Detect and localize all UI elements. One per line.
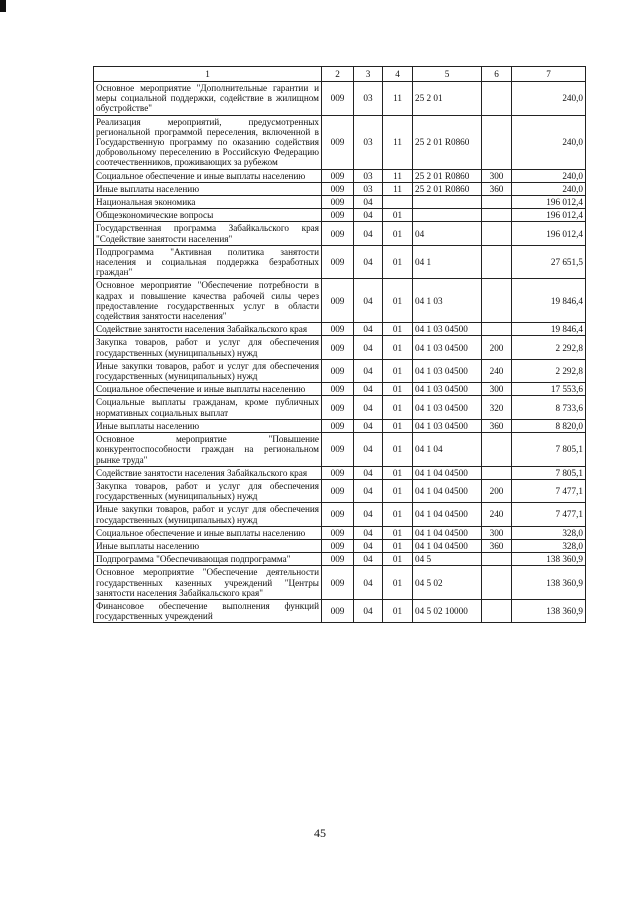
row-name-cell: Социальное обеспечение и иные выплаты населению [94,383,322,396]
table-body [94,82,586,623]
row-name-cell: Основное мероприятие "Обеспечение деятельности государственных казенных учреждений "Центры занятости населения Забайкальского края" [94,566,322,600]
row-name-cell: Закупка товаров, работ и услуг для обеспечения государственных (муниципальных) нужд [94,336,322,359]
row-csr-cell: 04 1 [413,245,482,279]
row-ved-cell: 009 [322,503,354,526]
row-sum-cell: 2 292,8 [512,359,586,382]
row-vr-cell: 240 [482,503,512,526]
row-pr-cell [383,196,413,209]
row-name-cell: Иные выплаты населению [94,419,322,432]
row-sum-cell: 196 012,4 [512,222,586,245]
row-pr-cell: 01 [383,222,413,245]
row-vr-cell [482,279,512,323]
row-vr-cell [482,222,512,245]
row-vr-cell [482,466,512,479]
row-csr-cell: 04 1 04 04500 [413,503,482,526]
row-ved-cell: 009 [322,383,354,396]
row-vr-cell: 360 [482,182,512,195]
row-rz-cell: 04 [354,526,383,539]
row-rz-cell: 04 [354,566,383,600]
row-rz-cell: 04 [354,336,383,359]
table-row [94,245,586,279]
table-row [94,336,586,359]
row-rz-cell: 04 [354,359,383,382]
row-ved-cell: 009 [322,169,354,182]
row-csr-cell: 04 1 04 04500 [413,466,482,479]
row-pr-cell: 11 [383,82,413,116]
budget-table-container [93,66,585,623]
budget-table [93,66,586,623]
row-pr-cell: 11 [383,182,413,195]
row-csr-cell: 25 2 01 [413,82,482,116]
row-vr-cell: 360 [482,419,512,432]
row-pr-cell: 01 [383,245,413,279]
row-name-cell: Государственная программа Забайкальского края "Содействие занятости населения" [94,222,322,245]
row-sum-cell: 7 477,1 [512,479,586,502]
row-rz-cell: 03 [354,169,383,182]
row-vr-cell: 200 [482,336,512,359]
row-name-cell: Основное мероприятие "Обеспечение потребности в кадрах и повышение качества рабочей силы через предоставление государственных услуг в области содействия занятости населения" [94,279,322,323]
table-row [94,383,586,396]
row-pr-cell: 01 [383,553,413,566]
row-sum-cell: 19 846,4 [512,323,586,336]
row-pr-cell: 01 [383,526,413,539]
row-rz-cell: 04 [354,539,383,552]
row-pr-cell: 01 [383,503,413,526]
row-sum-cell: 196 012,4 [512,209,586,222]
table-row [94,209,586,222]
row-vr-cell: 300 [482,526,512,539]
row-rz-cell: 03 [354,82,383,116]
row-rz-cell: 04 [354,196,383,209]
row-pr-cell: 01 [383,479,413,502]
row-rz-cell: 04 [354,383,383,396]
row-sum-cell: 8 820,0 [512,419,586,432]
row-pr-cell: 01 [383,359,413,382]
header-col-7: 7 [512,67,586,82]
row-ved-cell: 009 [322,209,354,222]
row-ved-cell: 009 [322,245,354,279]
table-row [94,503,586,526]
row-name-cell: Подпрограмма "Обеспечивающая подпрограмма" [94,553,322,566]
row-vr-cell [482,566,512,600]
row-vr-cell: 300 [482,169,512,182]
row-sum-cell: 8 733,6 [512,396,586,419]
row-ved-cell: 009 [322,466,354,479]
row-csr-cell [413,196,482,209]
row-rz-cell: 04 [354,396,383,419]
row-vr-cell [482,323,512,336]
scan-corner-mark [0,0,6,12]
header-col-1: 1 [94,67,322,82]
row-name-cell: Основное мероприятие "Повышение конкурентоспособности граждан на региональном рынке труда" [94,433,322,467]
table-row [94,182,586,195]
table-row [94,169,586,182]
row-pr-cell: 01 [383,323,413,336]
row-vr-cell [482,209,512,222]
row-csr-cell: 04 5 02 [413,566,482,600]
row-vr-cell: 300 [482,383,512,396]
row-rz-cell: 04 [354,279,383,323]
row-vr-cell [482,82,512,116]
row-sum-cell: 240,0 [512,82,586,116]
row-name-cell: Социальное обеспечение и иные выплаты населению [94,526,322,539]
row-rz-cell: 04 [354,479,383,502]
row-name-cell: Иные выплаты населению [94,182,322,195]
header-col-3: 3 [354,67,383,82]
row-ved-cell: 009 [322,566,354,600]
row-name-cell: Закупка товаров, работ и услуг для обеспечения государственных (муниципальных) нужд [94,479,322,502]
row-csr-cell: 04 [413,222,482,245]
table-row [94,479,586,502]
row-csr-cell: 04 1 04 04500 [413,479,482,502]
row-sum-cell: 19 846,4 [512,279,586,323]
row-rz-cell: 04 [354,433,383,467]
row-ved-cell: 009 [322,553,354,566]
row-sum-cell: 328,0 [512,539,586,552]
row-ved-cell: 009 [322,599,354,622]
table-row [94,419,586,432]
row-csr-cell: 04 1 03 04500 [413,323,482,336]
row-csr-cell: 25 2 01 R0860 [413,182,482,195]
row-pr-cell: 11 [383,115,413,169]
row-pr-cell: 01 [383,419,413,432]
row-name-cell: Основное мероприятие "Дополнительные гарантии и меры социальной поддержки, содействие в жилищном обустройстве" [94,82,322,116]
row-sum-cell: 7 805,1 [512,433,586,467]
header-col-5: 5 [413,67,482,82]
row-rz-cell: 04 [354,503,383,526]
row-sum-cell: 240,0 [512,182,586,195]
row-vr-cell [482,599,512,622]
row-pr-cell: 01 [383,383,413,396]
row-csr-cell [413,209,482,222]
row-rz-cell: 04 [354,245,383,279]
row-pr-cell: 01 [383,433,413,467]
row-vr-cell [482,553,512,566]
row-sum-cell: 2 292,8 [512,336,586,359]
row-ved-cell: 009 [322,279,354,323]
table-row [94,599,586,622]
header-col-6: 6 [482,67,512,82]
header-col-2: 2 [322,67,354,82]
row-ved-cell: 009 [322,323,354,336]
table-row [94,526,586,539]
table-row [94,553,586,566]
table-row [94,279,586,323]
row-sum-cell: 196 012,4 [512,196,586,209]
row-pr-cell: 01 [383,599,413,622]
row-ved-cell: 009 [322,82,354,116]
row-csr-cell: 04 1 03 04500 [413,359,482,382]
row-rz-cell: 04 [354,419,383,432]
row-pr-cell: 01 [383,466,413,479]
row-ved-cell: 009 [322,359,354,382]
table-row [94,82,586,116]
row-sum-cell: 138 360,9 [512,553,586,566]
row-name-cell: Содействие занятости населения Забайкальского края [94,323,322,336]
row-vr-cell: 320 [482,396,512,419]
row-name-cell: Подпрограмма "Активная политика занятости населения и социальная поддержка безработных граждан" [94,245,322,279]
row-ved-cell: 009 [322,115,354,169]
row-pr-cell: 01 [383,566,413,600]
row-csr-cell: 25 2 01 R0860 [413,169,482,182]
row-pr-cell: 01 [383,539,413,552]
row-rz-cell: 04 [354,553,383,566]
row-rz-cell: 04 [354,466,383,479]
table-row [94,359,586,382]
row-pr-cell: 11 [383,169,413,182]
table-row [94,196,586,209]
table-header-row [94,67,586,82]
row-name-cell: Национальная экономика [94,196,322,209]
row-csr-cell: 04 5 02 10000 [413,599,482,622]
row-csr-cell: 04 1 03 [413,279,482,323]
row-csr-cell: 04 1 03 04500 [413,396,482,419]
row-name-cell: Иные выплаты населению [94,539,322,552]
row-csr-cell: 25 2 01 R0860 [413,115,482,169]
row-name-cell: Реализация мероприятий, предусмотренных региональной программой переселения, включенной в Государственную программу по оказанию содействия добровольному переселению в Российскую Федерацию соотечественников, проживающих за рубежом [94,115,322,169]
row-ved-cell: 009 [322,526,354,539]
row-sum-cell: 17 553,6 [512,383,586,396]
row-sum-cell: 7 477,1 [512,503,586,526]
row-vr-cell [482,245,512,279]
row-name-cell: Содействие занятости населения Забайкальского края [94,466,322,479]
row-name-cell: Иные закупки товаров, работ и услуг для обеспечения государственных (муниципальных) нужд [94,359,322,382]
row-rz-cell: 03 [354,115,383,169]
row-sum-cell: 138 360,9 [512,599,586,622]
row-csr-cell: 04 1 04 [413,433,482,467]
row-vr-cell: 200 [482,479,512,502]
page-number: 45 [314,826,326,840]
row-ved-cell: 009 [322,433,354,467]
row-csr-cell: 04 1 03 04500 [413,419,482,432]
table-row [94,396,586,419]
row-name-cell: Общеэкономические вопросы [94,209,322,222]
row-vr-cell [482,196,512,209]
row-vr-cell: 360 [482,539,512,552]
table-row [94,115,586,169]
row-sum-cell: 240,0 [512,169,586,182]
table-row [94,222,586,245]
row-pr-cell: 01 [383,396,413,419]
table-row [94,433,586,467]
row-rz-cell: 04 [354,599,383,622]
row-rz-cell: 04 [354,209,383,222]
row-ved-cell: 009 [322,539,354,552]
row-ved-cell: 009 [322,196,354,209]
row-csr-cell: 04 5 [413,553,482,566]
row-ved-cell: 009 [322,479,354,502]
row-csr-cell: 04 1 04 04500 [413,539,482,552]
row-sum-cell: 7 805,1 [512,466,586,479]
row-name-cell: Финансовое обеспечение выполнения функций государственных учреждений [94,599,322,622]
row-name-cell: Социальные выплаты гражданам, кроме публичных нормативных социальных выплат [94,396,322,419]
row-rz-cell: 03 [354,182,383,195]
row-csr-cell: 04 1 03 04500 [413,336,482,359]
table-row [94,323,586,336]
table-row [94,466,586,479]
row-pr-cell: 01 [383,209,413,222]
row-vr-cell: 240 [482,359,512,382]
row-vr-cell [482,433,512,467]
row-rz-cell: 04 [354,222,383,245]
row-csr-cell: 04 1 04 04500 [413,526,482,539]
row-vr-cell [482,115,512,169]
header-col-4: 4 [383,67,413,82]
row-ved-cell: 009 [322,336,354,359]
row-pr-cell: 01 [383,279,413,323]
row-ved-cell: 009 [322,396,354,419]
row-name-cell: Иные закупки товаров, работ и услуг для обеспечения государственных (муниципальных) нужд [94,503,322,526]
row-name-cell: Социальное обеспечение и иные выплаты населению [94,169,322,182]
row-ved-cell: 009 [322,419,354,432]
row-sum-cell: 138 360,9 [512,566,586,600]
row-sum-cell: 240,0 [512,115,586,169]
row-csr-cell: 04 1 03 04500 [413,383,482,396]
row-sum-cell: 328,0 [512,526,586,539]
table-row [94,566,586,600]
row-ved-cell: 009 [322,182,354,195]
table-row [94,539,586,552]
row-ved-cell: 009 [322,222,354,245]
row-sum-cell: 27 651,5 [512,245,586,279]
row-pr-cell: 01 [383,336,413,359]
row-rz-cell: 04 [354,323,383,336]
